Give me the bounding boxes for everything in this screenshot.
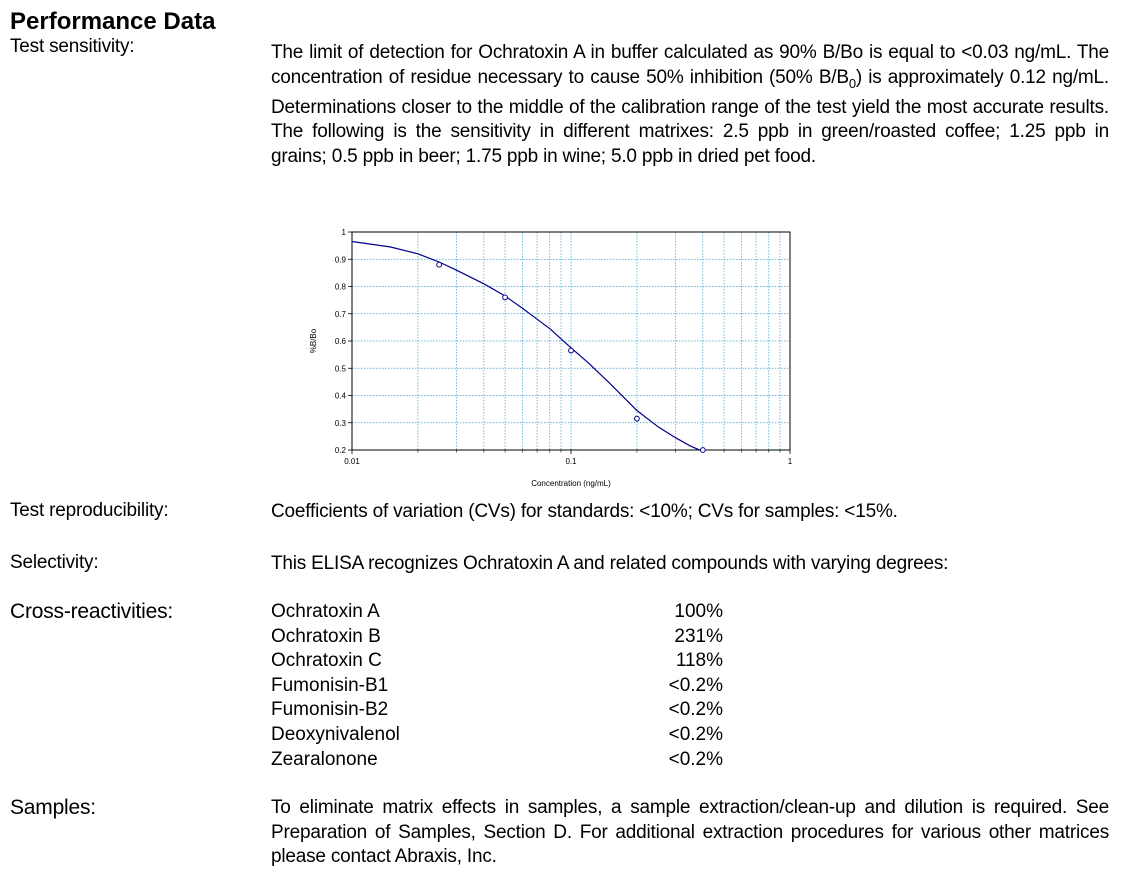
reactivity-value: 118% <box>675 650 723 672</box>
sensitivity-subscript: 0 <box>848 75 856 91</box>
data-point <box>635 416 640 421</box>
compound-name: Fumonisin-B2 <box>271 699 389 721</box>
table-row <box>271 625 731 650</box>
compound-name: Ochratoxin C <box>271 650 382 672</box>
table-row <box>271 723 731 748</box>
compound-name: Fumonisin-B1 <box>271 674 389 696</box>
samples-label: Samples: <box>10 796 96 819</box>
y-tick-label: 0.5 <box>334 364 346 374</box>
samples-text: To eliminate matrix effects in samples, a sample extraction/clean-up and dilution is required. See Preparation of Samples, Section D. For additional extraction procedures for various other matrices please contact Abraxis, Inc. <box>271 797 1109 867</box>
sensitivity-text <box>271 41 1109 169</box>
x-tick-label: 0.1 <box>565 457 577 466</box>
sensitivity-text-part-a: The limit of detection for Ochratoxin A in buffer calculated as 90% B/Bo is equal to <0.03 ng/mL. The concentration of residue necessary to cause 50% inhibition (50% B/B <box>271 42 1109 88</box>
cross-reactivity-table <box>271 600 731 772</box>
data-point <box>437 262 442 267</box>
compound-name: Deoxynivalenol <box>271 723 400 745</box>
reactivity-value: <0.2% <box>668 723 723 745</box>
table-row <box>271 748 731 773</box>
reactivity-value: <0.2% <box>668 674 723 696</box>
y-tick-label: 0.3 <box>334 418 346 428</box>
data-point <box>503 295 508 300</box>
reactivity-value: <0.2% <box>668 699 723 721</box>
x-tick-label: 1 <box>787 457 793 466</box>
x-axis-label: Concentration (ng/mL) <box>531 479 611 488</box>
reactivity-value: <0.2% <box>668 748 723 770</box>
y-axis-label: %B/Bo <box>309 328 318 354</box>
sensitivity-text-part-b: ) is approximately 0.12 ng/mL. Determinations closer to the middle of the calibration range of the test yield the most accurate results. The following is the sensitivity in different matrixes: 2.5 ppb in green/roasted coffee; 1.25 ppb in grains; 0.5 ppb in beer; 1.75 ppb in wine; 5.0 ppb in dried pet food. <box>271 66 1109 167</box>
table-row <box>271 674 731 699</box>
table-row <box>271 649 731 674</box>
reproducibility-text: Coefficients of variation (CVs) for standards: <10%; CVs for samples: <15%. <box>271 501 898 522</box>
sensitivity-label: Test sensitivity: <box>10 36 135 57</box>
data-point <box>700 448 705 453</box>
data-point <box>569 348 574 353</box>
y-tick-label: 0.6 <box>334 337 346 346</box>
selectivity-label: Selectivity: <box>10 552 99 573</box>
calibration-chart <box>300 222 820 488</box>
compound-name: Ochratoxin A <box>271 601 380 622</box>
y-tick-label: 0.8 <box>334 282 346 292</box>
y-tick-label: 1 <box>341 228 346 237</box>
compound-name: Zearalonone <box>271 748 378 770</box>
y-tick-label: 0.4 <box>334 391 346 401</box>
y-tick-label: 0.9 <box>334 255 346 265</box>
page-title: Performance Data <box>10 8 216 35</box>
selectivity-text: This ELISA recognizes Ochratoxin A and related compounds with varying degrees: <box>271 553 949 574</box>
reproducibility-label: Test reproducibility: <box>10 500 169 521</box>
table-row <box>271 698 731 723</box>
cross-reactivities-label: Cross-reactivities: <box>10 600 174 623</box>
reactivity-value: 231% <box>674 625 723 647</box>
reactivity-value: 100% <box>674 601 723 622</box>
compound-name: Ochratoxin B <box>271 625 381 647</box>
y-tick-label: 0.2 <box>334 446 346 455</box>
x-tick-label: 0.01 <box>344 457 360 466</box>
y-tick-label: 0.7 <box>334 309 346 319</box>
table-row <box>271 600 731 625</box>
